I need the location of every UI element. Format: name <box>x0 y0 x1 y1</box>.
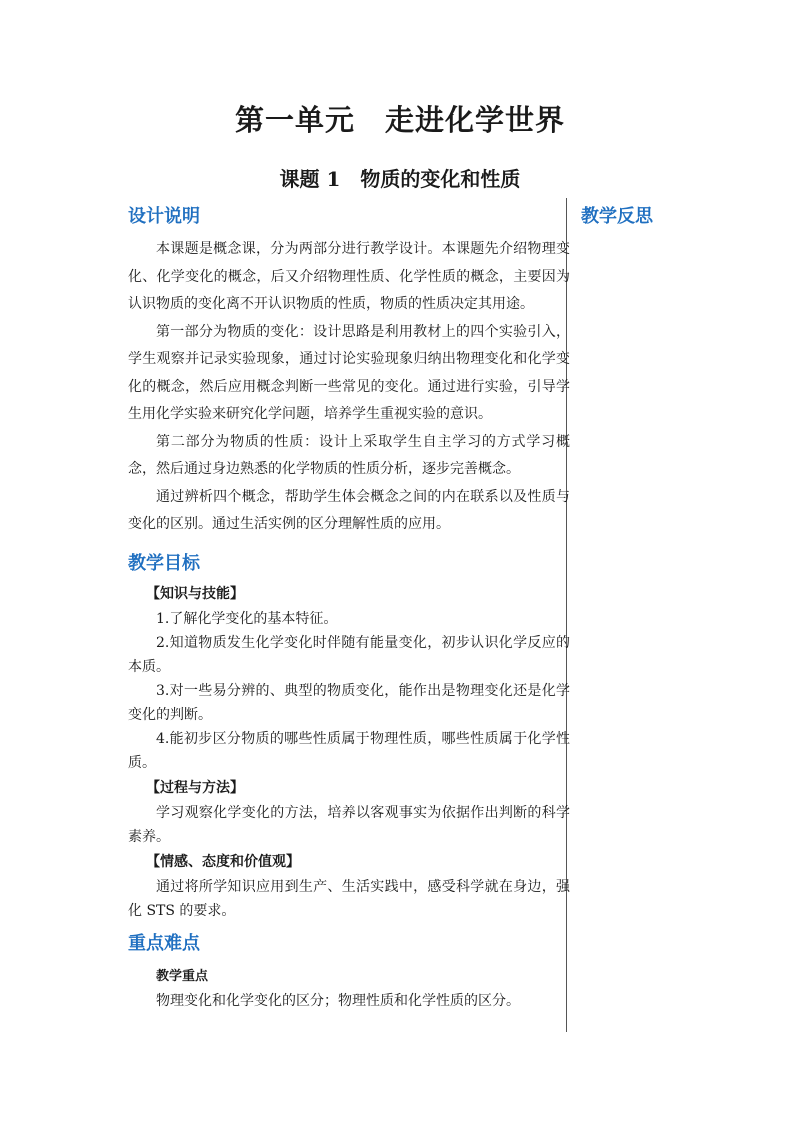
objectives-heading: 教学目标 <box>128 552 200 574</box>
lesson-title: 课题 1 物质的变化和性质 <box>279 167 521 191</box>
design-heading: 设计说明 <box>128 206 200 227</box>
knowledge-subheading: 【知识与技能】 <box>146 585 244 602</box>
reflection-column <box>581 204 653 230</box>
process-subheading: 【过程与方法】 <box>146 779 244 796</box>
knowledge-item: 1.了解化学变化的基本特征。 <box>156 610 338 627</box>
emotion-text: 通过将所学知识应用到生产、生活实践中，感受科学就在身边，强化 STS 的要求。 <box>128 878 570 919</box>
knowledge-item: 4.能初步区分物质的哪些性质属于物理性质，哪些性质属于化学性质。 <box>128 730 570 771</box>
design-paragraph: 第一部分为物质的变化：设计思路是利用教材上的四个实验引入，学生观察并记录实验现象，通过讨论实验现象归纳出物理变化和化学变化的概念，然后应用概念判断一些常见的变化。通过进行实验，引导学生用化学实验来研究化学问题，培养学生重视实验的意识。 <box>128 323 570 422</box>
process-text: 学习观察化学变化的方法，培养以客观事实为依据作出判断的科学素养。 <box>128 804 570 845</box>
focus-text: 物理变化和化学变化的区分；物理性质和化学性质的区分。 <box>156 992 520 1009</box>
design-paragraph: 本课题是概念课，分为两部分进行教学设计。本课题先介绍物理变化、化学变化的概念，后又介绍物理性质、化学性质的概念，主要因为认识物质的变化离不开认识物质的性质，物质的性质决定其用途。 <box>128 241 570 312</box>
reflection-heading: 教学反思 <box>581 206 653 227</box>
design-paragraph: 通过辨析四个概念，帮助学生体会概念之间的内在联系以及性质与变化的区别。通过生活实例的区分理解性质的应用。 <box>128 488 570 532</box>
knowledge-item: 2.知道物质发生化学变化时伴随有能量变化，初步认识化学反应的本质。 <box>128 634 570 675</box>
knowledge-item: 3.对一些易分辨的、典型的物质变化，能作出是物理变化还是化学变化的判断。 <box>128 682 570 723</box>
unit-title: 第一单元 走进化学世界 <box>234 103 565 137</box>
design-paragraph: 第二部分为物质的性质：设计上采取学生自主学习的方式学习概念，然后通过身边熟悉的化学物质的性质分析，逐步完善概念。 <box>128 433 570 477</box>
keypoints-heading: 重点难点 <box>128 932 200 954</box>
emotion-subheading: 【情感、态度和价值观】 <box>146 853 300 870</box>
main-column <box>128 204 570 1013</box>
focus-subheading: 教学重点 <box>156 968 209 984</box>
